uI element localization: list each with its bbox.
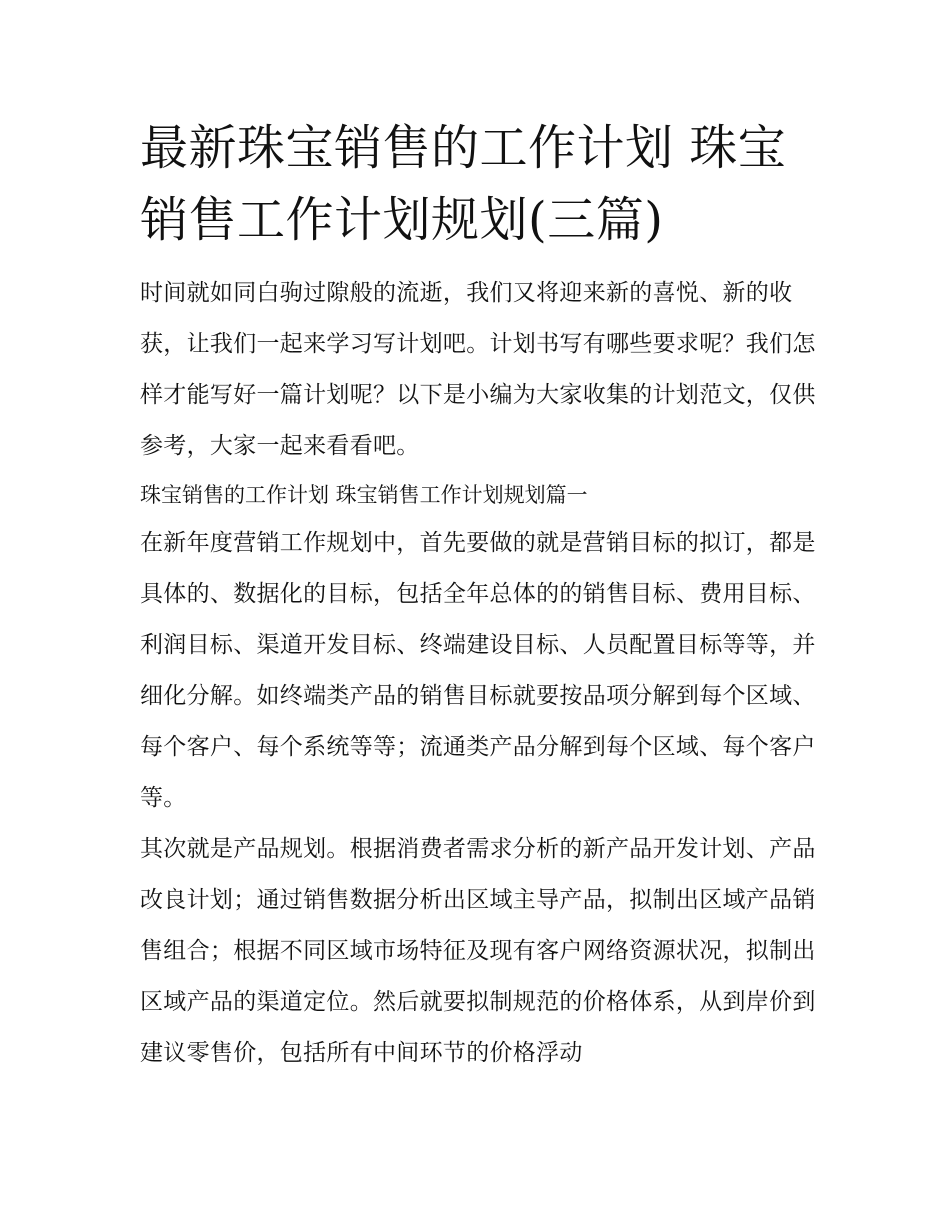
section-heading: 珠宝销售的工作计划 珠宝销售工作计划规划篇一: [140, 483, 588, 507]
intro-paragraph: 时间就如同白驹过隙般的流逝，我们又将迎来新的喜悦、新的收获，让我们一起来学习写计划吧。计划书写有哪些要求呢？我们怎样才能写好一篇计划呢？以下是小编为大家收集的计划范文，仅供参考，大家一起来看看吧。: [140, 280, 816, 459]
body-paragraph-2: 其次就是产品规划。根据消费者需求分析的新产品开发计划、产品改良计划；通过销售数据分析出区域主导产品，拟制出区域产品销售组合；根据不同区域市场特征及现有客户网络资源状况，拟制出区域产品的渠道定位。然后就要拟制规范的价格体系，从到岸价到建议零售价，包括所有中间环节的价格浮动: [140, 836, 816, 1066]
document-title: 最新珠宝销售的工作计划 珠宝销售工作计划规划(三篇): [140, 120, 787, 248]
document-content: [140, 112, 820, 1079]
body-paragraph-1: 在新年度营销工作规划中，首先要做的就是营销目标的拟订，都是具体的、数据化的目标，包括全年总体的的销售目标、费用目标、利润目标、渠道开发目标、终端建设目标、人员配置目标等等，并细化分解。如终端类产品的销售目标就要按品项分解到每个区域、每个客户、每个系统等等；流通类产品分解到每个区域、每个客户等。: [140, 530, 816, 811]
